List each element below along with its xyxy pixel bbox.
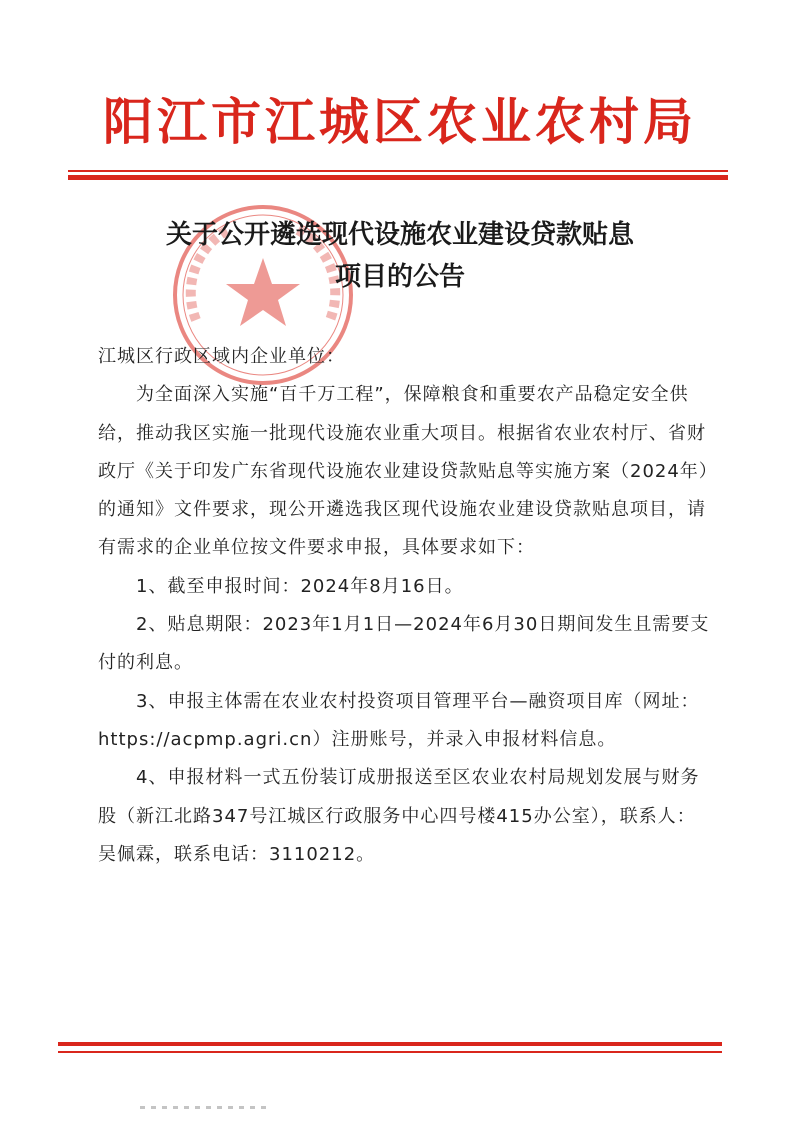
notice-body: [98, 338, 710, 874]
scan-smudge: [140, 1106, 270, 1109]
header-rule-thick: [68, 175, 728, 180]
notice-title-line2: 项目的公告: [334, 262, 465, 292]
notice-title-line1: 关于公开遴选现代设施农业建设贷款贴息: [165, 220, 634, 250]
salutation: 江城区行政区域内企业单位：: [98, 346, 345, 367]
requirement-item-3: 3、申报主体需在农业农村投资项目管理平台—融资项目库（网址：https://acpmp.agri.cn）注册账号，并录入申报材料信息。: [98, 690, 700, 750]
footer-rule-thin: [58, 1051, 722, 1053]
requirement-item-1: 1、截至申报时间：2024年8月16日。: [136, 575, 464, 597]
footer-rule-thick: [58, 1042, 722, 1046]
intro-paragraph: 为全面深入实施“百千万工程”，保障粮食和重要农产品稳定安全供给，推动我区实施一批现代设施农业重大项目。根据省农业农村厅、省财政厅《关于印发广东省现代设施农业建设贷款贴息等实施方案（2024年）的通知》文件要求，现公开遴选我区现代设施农业建设贷款贴息项目，请有需求的企业单位按文件要求申报，具体要求如下：: [98, 384, 709, 559]
requirement-item-4: 4、申报材料一式五份装订成册报送至区农业农村局规划发展与财务股（新江北路347号江城区行政服务中心四号楼415办公室），联系人：吴佩霖，联系电话：3110212。: [98, 767, 700, 865]
header-rule-thin: [68, 170, 728, 172]
issuer-header: 阳江市江城区农业农村局: [103, 92, 697, 151]
requirement-item-2: 2、贴息期限：2023年1月1日—2024年6月30日期间发生且需要支付的利息。: [98, 614, 710, 674]
